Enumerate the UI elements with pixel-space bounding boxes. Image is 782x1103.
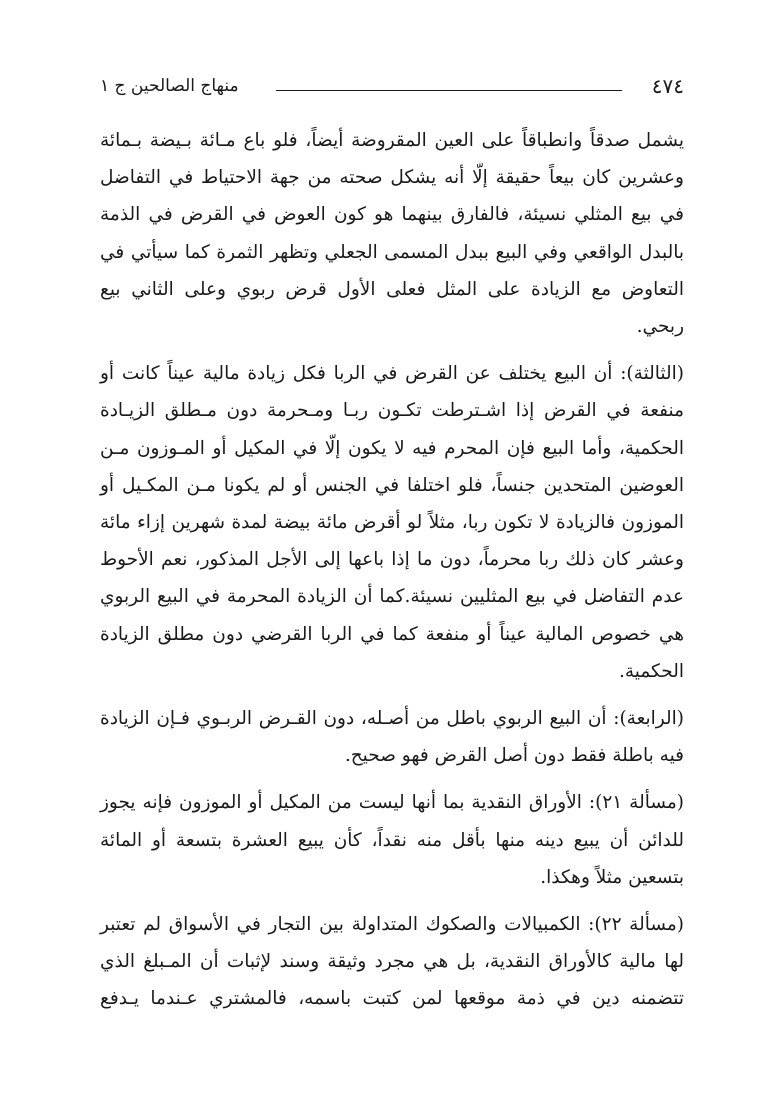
- body-text: [100, 122, 684, 1018]
- book-page: [100, 70, 684, 1028]
- header-rule: [276, 90, 622, 91]
- paragraph-3: (الرابعة): أن البيع الربوي باطل من أصـله، دون القـرض الربـوي فـإن الزيادة فيه باطلة فقط دون أصل القرض فهو صحيح.: [100, 708, 684, 767]
- paragraph-1: يشمل صدقاً وانطباقاً على العين المقروضة أيضاً، فلو باع مـائة بـيضة بـمائة وعشرين كان بيعاً حقيقة إلّا أنه يشكل صحته من جهة الاحتياط في التفاضل في بيع المثلي نسيئة، فالفارق بينهما هو كون العوض في القرض في الذمة بالبدل الواقعي وفي البيع ببدل المسمى الجعلي وتظهر الثمرة كما سيأتي في التعاوض مع الزيادة على المثل فعلى الأول قرض ربوي وعلى الثاني بيع ربحي.: [100, 130, 684, 338]
- paragraph-5: (مسألة ٢٢): الكمبيالات والصكوك المتداولة بين التجار في الأسواق لم تعتبر لها مالية كالأوراق النقدية، بل هي مجرد وثيقة وسند لإثبات أن المـبلغ الذي تتضمنه دين في ذمة موقعها لمن كتبت باسمه، فالمشتري عـندما يـدفع: [100, 914, 685, 1010]
- running-title: منهاج الصالحين ج ١: [100, 76, 239, 96]
- page-header: [100, 70, 684, 104]
- paragraph-4: (مسألة ٢١): الأوراق النقدية بما أنها ليست من المكيل أو الموزون فإنه يجوز للدائن أن يبيع دينه منها بأقل منه نقداً، كأن يبيع العشرة بتسعة أو المائة بتسعين مثلاً وهكذا.: [100, 792, 685, 888]
- page-number: ٤٧٤: [651, 74, 684, 98]
- paragraph-2: (الثالثة): أن البيع يختلف عن القرض في الربا فكل زيادة مالية عيناً كانت أو منفعة في القرض إذا اشـترطت تكـون ربـا ومـحرمة دون مـطلق الزيـادة الحكمية، وأما البيع فإن المحرم فيه لا يكون إلّا في المكيل أو المـوزون مـن العوضين المتحدين جنساً، فلو اختلفا في الجنس أو لم يكونا مـن المكـيل أو الموزون فالزيادة لا تكون ربا، مثلاً لو أقرض مائة بيضة لمدة شهرين إزاء مائة وعشر كان ذلك ربا محرماً، دون ما إذا باعها إلى الأجل المذكور، نعم الأحوط عدم التفاضل في بيع المثليين نسيئة.كما أن الزيادة المحرمة في البيع الربوي هي خصوص المالية عيناً أو منفعة كما في الربا القرضي دون مطلق الزيادة الحكمية.: [100, 363, 684, 682]
